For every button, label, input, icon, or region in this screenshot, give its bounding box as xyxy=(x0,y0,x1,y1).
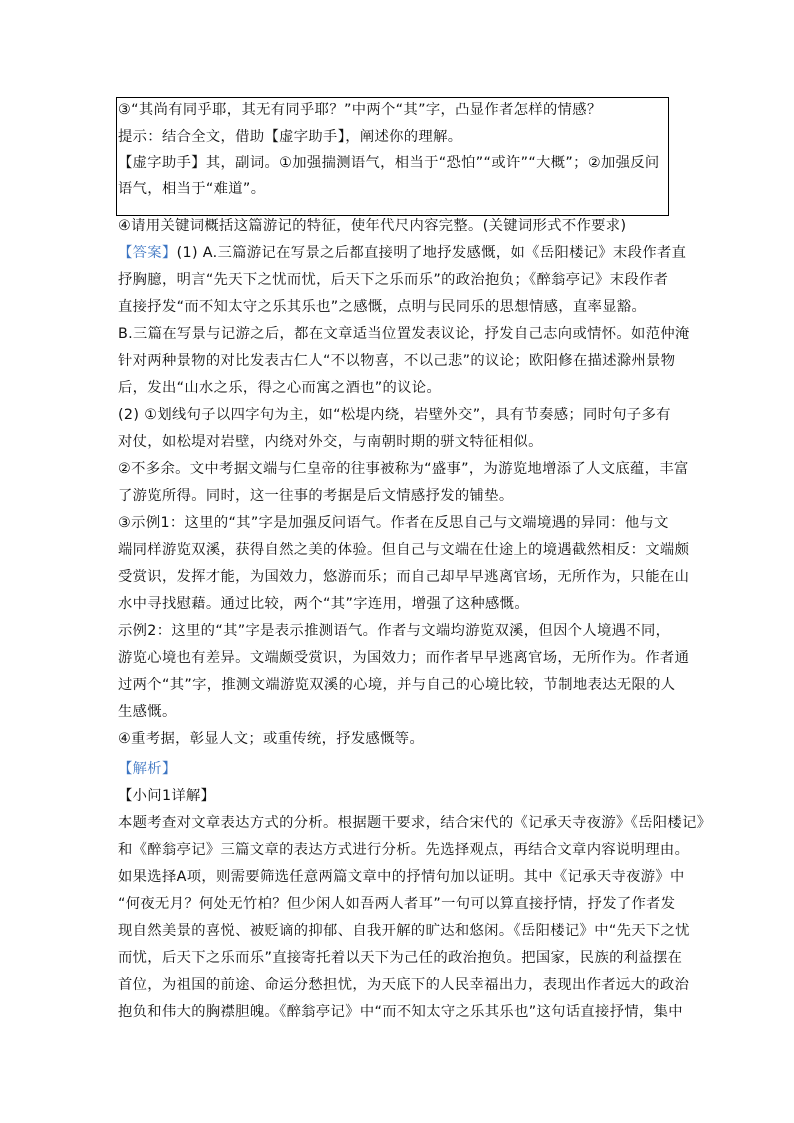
subquestion-label: 【小问1详解】 xyxy=(118,788,216,804)
answer-line: 直接抒发“而不知太守之乐其乐也”之感慨，点明与民同乐的思想情感，直率显豁。 xyxy=(118,299,647,315)
answer-line: 游览心境也有差异。文端颇受赏识，为国效力；而作者早早逃离官场，无所作为。作者通 xyxy=(118,650,690,666)
detail-line: 而忧，后天下之乐而乐”直接寄托着以天下为己任的政治抱负。把国家，民族的利益摆在 xyxy=(118,950,683,966)
detail-line: 抱负和伟大的胸襟胆魄。《醉翁亭记》中“而不知太守之乐其乐也”这句话直接抒情，集中 xyxy=(118,1004,683,1020)
question-4-text: ④请用关键词概括这篇游记的特征，使年代尺内容完整。(关键词形式不作要求) xyxy=(118,218,627,234)
helper-text-line-1: 【虚字助手】其，副词。①加强揣测语气，相当于“恐怕”“或许”“大概”；②加强反问 xyxy=(118,155,660,171)
answer-first-text: (1) A.三篇游记在写景之后都直接明了地抒发感慨，如《岳阳楼记》末段作者直 xyxy=(176,245,687,261)
answer-line: 了游览所得。同时，这一往事的考据是后文情感抒发的铺垫。 xyxy=(118,488,514,504)
detail-line: 首位，为祖国的前途、命运分愁担忧，为天底下的人民幸福出力，表现出作者远大的政治 xyxy=(118,977,690,993)
answer-line: 水中寻找慰藉。通过比较，两个“其”字连用，增强了这种感慨。 xyxy=(118,596,529,612)
answer-line: B.三篇在写景与记游之后，都在文章适当位置发表议论，抒发自己志向或情怀。如范仲淹 xyxy=(118,326,690,342)
answer-line: 后，发出“山水之乐，得之心而寓之酒也”的议论。 xyxy=(118,380,442,396)
answer-line: 针对两种景物的对比发表古仁人“不以物喜，不以己悲”的议论；欧阳修在描述滁州景物 xyxy=(118,353,676,369)
answer-line: (2) ①划线句子以四字句为主，如“松堤内绕，岩壁外交”，具有节奏感；同时句子多有 xyxy=(118,407,671,423)
answer-line: 示例2：这里的“其”字是表示推测语气。作者与文端均游览双溪，但因个人境遇不同， xyxy=(118,623,671,639)
answer-label: 【答案】 xyxy=(118,245,177,261)
answer-line: 端同样游览双溪，获得自然之美的体验。但自己与文端在仕途上的境遇截然相反：文端颇 xyxy=(118,542,690,558)
answer-line: ③示例1：这里的“其”字是加强反问语气。作者在反思自己与文端境遇的异同：他与文 xyxy=(118,515,669,531)
answer-line: 抒胸臆，明言“先天下之忧而忧，后天下之乐而乐”的政治抱负；《醉翁亭记》末段作者 xyxy=(118,272,669,288)
detail-line: 现自然美景的喜悦、被贬谪的抑郁、自我开解的旷达和悠闲。《岳阳楼记》中“先天下之忧 xyxy=(118,923,690,939)
answer-line: 受赏识，发挥才能，为国效力，悠游而乐；而自己却早早逃离官场，无所作为，只能在山 xyxy=(118,569,690,585)
detail-line: “何夜无月？何处无竹柏？但少闲人如吾两人者耳”一句可以算直接抒情，抒发了作者发 xyxy=(118,896,676,912)
detail-line: 如果选择A项，则需要筛选任意两篇文章中的抒情句加以证明。其中《记承天寺夜游》中 xyxy=(118,869,685,885)
answer-first-line xyxy=(118,243,686,263)
hint-text: 提示：结合全文，借助【虚字助手】，阐述你的理解。 xyxy=(118,129,463,145)
detail-line: 本题考查对文章表达方式的分析。根据题干要求，结合宋代的《记承天寺夜游》《岳阳楼记》 xyxy=(118,815,712,831)
answer-line: 过两个“其”字，推测文端游览双溪的心境，并与自己的心境比较，节制地表达无限的人 xyxy=(118,677,676,693)
answer-line: ②不多余。文中考据文端与仁皇帝的往事被称为“盛事”，为游览地增添了人文底蕴，丰富 xyxy=(118,461,689,477)
question-3-text: ③“其尚有同乎耶，其无有同乎耶？”中两个“其”字，凸显作者怎样的情感？ xyxy=(118,102,602,118)
analysis-label: 【解析】 xyxy=(118,761,177,777)
answer-line: 对仗，如松堤对岩壁，内绕对外交，与南朝时期的骈文特征相似。 xyxy=(118,434,543,450)
answer-line: ④重考据，彰显人文；或重传统，抒发感慨等。 xyxy=(118,731,425,747)
helper-text-line-2: 语气，相当于“难道”。 xyxy=(118,181,266,197)
detail-line: 和《醉翁亭记》三篇文章的表达方式进行分析。先选择观点，再结合文章内容说明理由。 xyxy=(118,842,690,858)
answer-line: 生感慨。 xyxy=(118,704,177,720)
